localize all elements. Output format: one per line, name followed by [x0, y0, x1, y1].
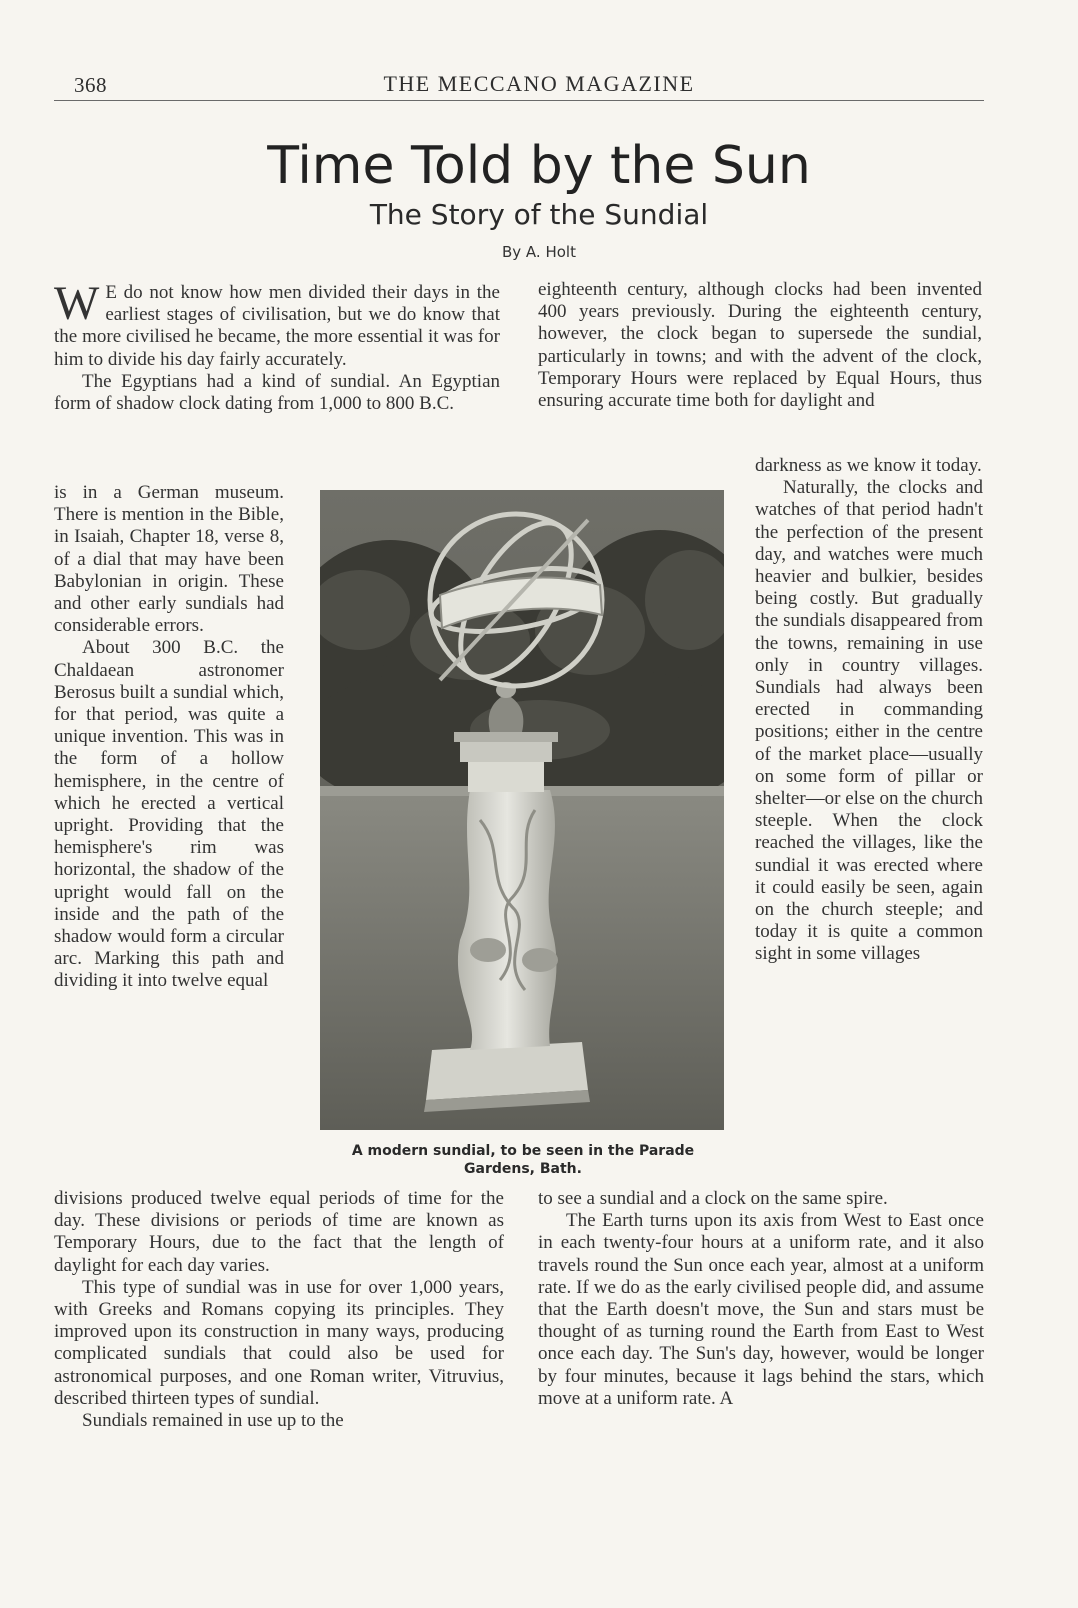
right-column-bottom [538, 1188, 984, 1410]
paragraph-chaldaean: About 300 B.C. the Chaldaean astronomer Berosus built a sundial which, for that period, was quite a unique invention. This was in the form of a hollow hemisphere, in the centre of which he erected a vertical upright. Providing that the hemisphere's rim was horizontal, the shadow of the upright would fall on the inside and the path of the shadow would form a circular arc. Marking this path and dividing it into twelve equal [54, 637, 284, 992]
paragraph-eighteenth-century-cont: darkness as we know it today. [755, 455, 982, 476]
paragraph-intro-text: E do not know how men divided their days in the earliest stages of civilisation, but we do know that the more civilised he became, the more essential it was for him to divide his day fairly accurately. [54, 282, 500, 370]
page-number: 368 [74, 73, 107, 97]
left-column-top [54, 277, 500, 415]
paragraph-eighteenth-century: eighteenth century, although clocks had been invented 400 years previously. During the eighteenth century, however, the clock began to supersede the sundial, particularly in towns; and with the advent of the clock, Temporary Hours were replaced by Equal Hours, thus ensuring accurate time both for daylight and [538, 279, 982, 412]
paragraph-intro [54, 277, 500, 371]
drop-cap: W [54, 277, 100, 330]
paragraph-greeks-romans: This type of sundial was in use for over 1,000 years, with Greeks and Romans copying its principles. They improved upon its construction in many ways, producing complicated sundials that could also be used for astronomical purposes, and one Roman writer, Vitruvius, described thirteen types of sundial. [54, 1276, 504, 1409]
right-column-narrow [755, 455, 983, 966]
left-column-bottom [54, 1188, 504, 1432]
paragraph-chaldaean-cont: divisions produced twelve equal periods of time for the day. These divisions or periods of time are known as Temporary Hours, due to the fact that the length of daylight for each day varies. [54, 1188, 504, 1276]
sundial-photo [320, 490, 724, 1130]
paragraph-egyptians-cont: is in a German museum. There is mention in the Bible, in Isaiah, Chapter 18, verse 8, of a dial that may have been Babylonian in origin. These and other early sundials had considerable errors. [54, 482, 284, 637]
paragraph-clocks-watches: Naturally, the clocks and watches of that period hadn't the perfection of the present day, and watches were much heavier and bulkier, besides being costly. But gradually the sundials disappeared from the towns, remaining in use only in country villages. Sundials had always been erected in commanding positions; either in the centre of the market place—usually on some form of pillar or shelter—or else on the church steeple. When the clock reached the villages, like the sundial it was erected where it could easily be seen, again on the church steeple; and today it is quite a common sight in some villages [755, 477, 983, 965]
sundial-illustration [320, 490, 724, 1130]
photo-caption: A modern sundial, to be seen in the Parade Gardens, Bath. [351, 1143, 695, 1177]
paragraph-sundials-remained: Sundials remained in use up to the [82, 1410, 344, 1432]
paragraph-egyptians: The Egyptians had a kind of sundial. An Egyptian form of shadow clock dating from 1,000 to 800 B.C. [54, 370, 500, 415]
paragraph-earth-turns: The Earth turns upon its axis from West to East once in each twenty-four hours at a uniform rate, and it also travels round the Sun once each year, almost at a uniform rate. If we do as the early civilised people did, and assume that the Earth doesn't move, the Sun and stars must be thought of as turning round the Earth from East to West once each day. The Sun's day, however, would be longer by four minutes, because it lags behind the stars, which move at a uniform rate. A [538, 1210, 984, 1409]
byline: By A. Holt [502, 243, 576, 261]
article-title: Time Told by the Sun [267, 136, 811, 196]
magazine-title: THE MECCANO MAGAZINE [383, 71, 695, 96]
paragraph-clocks-watches-cont: to see a sundial and a clock on the same spire. [538, 1188, 888, 1209]
header-rule [54, 100, 984, 101]
left-column-narrow [54, 482, 284, 993]
right-column-top [538, 279, 982, 412]
article-subtitle: The Story of the Sundial [369, 198, 709, 231]
